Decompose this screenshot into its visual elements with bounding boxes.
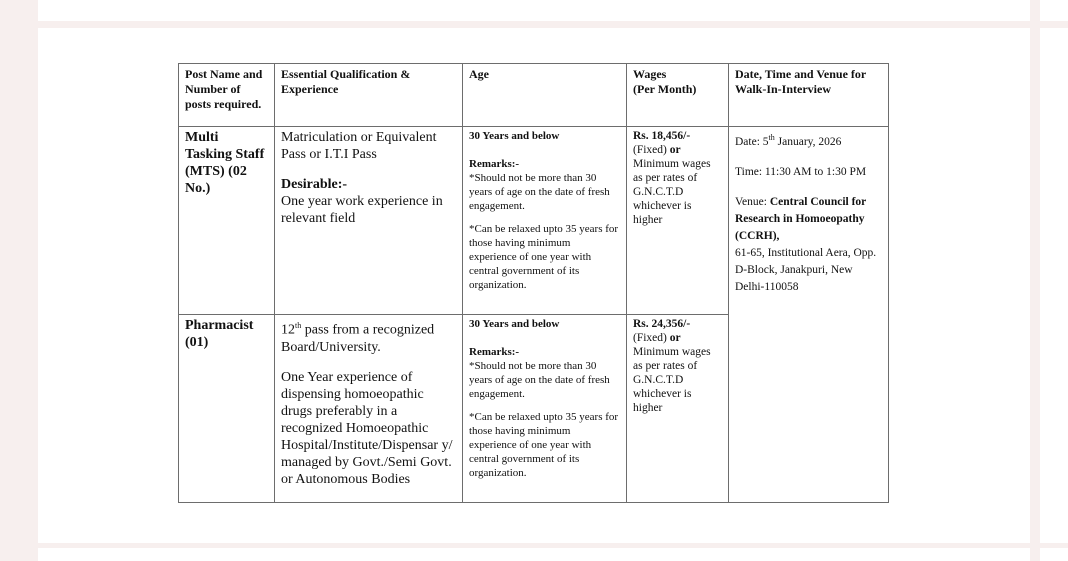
wage-fixed: (Fixed)	[633, 144, 667, 156]
wage-amount: Rs. 24,356/-	[633, 318, 691, 330]
page-top-strip-right	[1040, 0, 1068, 21]
wage-amount: Rs. 18,456/-	[633, 130, 691, 142]
age-cell	[463, 127, 627, 315]
remark-2: *Can be relaxed upto 35 years for those having minimum experience of one year with central government of its organization.	[469, 411, 619, 479]
wage-rest: Minimum wages as per rates of G.N.C.T.D whichever is higher	[633, 158, 711, 226]
date-sup: th	[768, 133, 775, 142]
qual-num: 12	[281, 322, 295, 338]
qualification-text: Matriculation or Equivalent Pass or I.T.I Pass	[281, 130, 437, 162]
wage-cell	[627, 127, 729, 315]
header-age: Age	[463, 64, 627, 127]
document-page-right	[1040, 28, 1068, 543]
age-limit: 30 Years and below	[469, 318, 560, 330]
qualification-cell	[275, 315, 463, 503]
header-wages	[627, 64, 729, 127]
table-row	[179, 127, 889, 315]
page-bottom-strip-right	[1040, 548, 1068, 561]
qual-rest: pass from a recognized Board/University.	[281, 322, 435, 355]
recruitment-table	[178, 63, 889, 503]
remark-2: *Can be relaxed upto 35 years for those having minimum experience of one year with central government of its organization.	[469, 223, 619, 291]
date-suffix: January, 2026	[774, 135, 842, 148]
venue-cell	[729, 127, 889, 503]
qual-sup: th	[295, 321, 302, 330]
page-bottom-strip	[38, 548, 1030, 561]
venue-label: Venue:	[735, 195, 770, 208]
wage-or: or	[669, 144, 681, 156]
remark-1: *Should not be more than 30 years of age on the date of fresh engagement.	[469, 172, 610, 212]
wage-cell	[627, 315, 729, 503]
header-qualification: Essential Qualification & Experience	[275, 64, 463, 127]
remarks-label: Remarks:-	[469, 346, 520, 358]
qualification-text	[281, 317, 456, 356]
wage-or: or	[669, 332, 681, 344]
desirable-label: Desirable:-	[281, 177, 348, 192]
venue-name: Central Council for Research in Homoeopathy (CCRH),	[735, 195, 867, 242]
interview-venue	[735, 194, 882, 245]
header-post-name: Post Name and Number of posts required.	[179, 64, 275, 127]
remarks-label: Remarks:-	[469, 158, 520, 170]
interview-time: Time: 11:30 AM to 1:30 PM	[735, 165, 867, 178]
post-name-cell: Pharmacist (01)	[179, 315, 275, 503]
experience-text: One Year experience of dispensing homoeopathic drugs preferably in a recognized Homoeopathic Hospital/Institute/Dispensar y/ managed by Govt./Semi Govt. or Autonomous Bodies	[281, 369, 453, 487]
qualification-cell	[275, 127, 463, 315]
post-name-cell: Multi Tasking Staff (MTS) (02 No.)	[179, 127, 275, 315]
venue-address: 61-65, Institutional Aera, Opp. D-Block, Janakpuri, New Delhi-110058	[735, 246, 877, 293]
desirable-text: One year work experience in relevant field	[281, 194, 443, 226]
header-venue: Date, Time and Venue for Walk-In-Interview	[729, 64, 889, 127]
age-cell	[463, 315, 627, 503]
remark-1: *Should not be more than 30 years of age on the date of fresh engagement.	[469, 360, 610, 400]
page-top-strip	[38, 0, 1030, 21]
header-wages-label: Wages	[633, 67, 667, 81]
wage-fixed: (Fixed)	[633, 332, 667, 344]
interview-date	[735, 129, 882, 151]
age-limit: 30 Years and below	[469, 130, 560, 142]
wage-rest: Minimum wages as per rates of G.N.C.T.D whichever is higher	[633, 346, 711, 414]
header-wages-sub: (Per Month)	[633, 82, 697, 96]
date-prefix: Date: 5	[735, 135, 769, 148]
table-header-row	[179, 64, 889, 127]
